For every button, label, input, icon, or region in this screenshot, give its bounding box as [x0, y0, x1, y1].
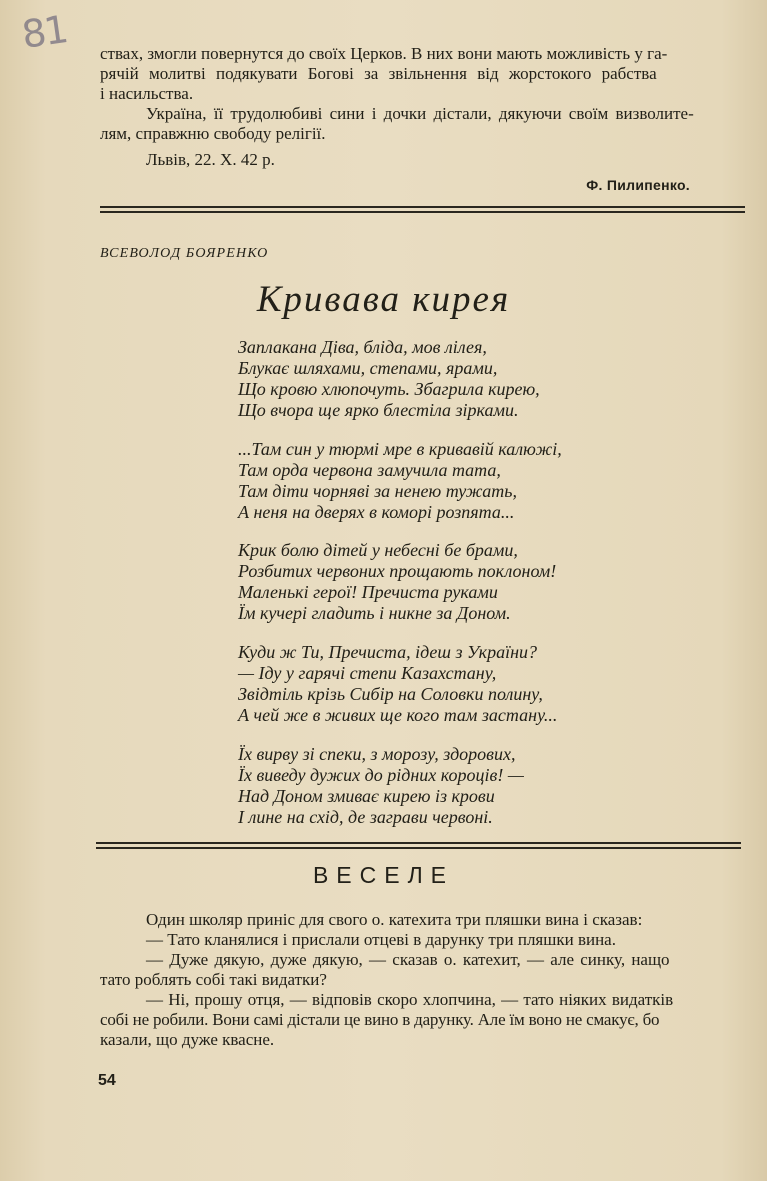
poem-stanza-5: [238, 744, 524, 828]
article-line: ствах, змогли повернутся до своїх Церков. В них вони мають можливість у га-: [100, 44, 668, 63]
poem-line: Маленькі герої! Пречиста руками: [238, 582, 498, 602]
humor-line: собі не робили. Вони самі дістали це вино в дарунку. Але їм воно не смакує, бо: [100, 1010, 660, 1029]
poem-stanza-4: [238, 642, 557, 726]
poem-author: ВСЕВОЛОД БОЯРЕНКО: [100, 246, 269, 261]
article-line: лям, справжню свободу релігії.: [100, 124, 326, 143]
section-title: ВЕСЕЛЕ: [312, 862, 455, 888]
poem-line: Там діти чорняві за ненею тужать,: [238, 481, 517, 501]
poem-stanza-1: [238, 337, 540, 421]
article-signature: Ф. Пилипенко.: [586, 177, 690, 193]
humor-line: — Дуже дякую, дуже дякую, — сказав о. катехит, — але синку, нащо: [146, 950, 670, 969]
humor-line: Один школяр приніс для свого о. катехита три пляшки вина і сказав:: [146, 910, 643, 929]
article-line: рячій молитві подякувати Богові за звільнення від жорстокого рабства: [100, 64, 657, 83]
poem-stanza-2: [238, 439, 562, 523]
poem-line: Над Доном змиває кирею із крови: [238, 786, 495, 806]
poem-line: — Іду у гарячі степи Казахстану,: [238, 663, 497, 683]
poem-line: Звідтіль крізь Сибір на Соловки полину,: [238, 684, 543, 704]
poem-line: Їх виведу дужих до рідних короців! —: [238, 765, 524, 785]
article-end-paragraph-2: [100, 104, 745, 144]
poem-line: Що кровю хлюпочуть. Збагрила кирею,: [238, 379, 540, 399]
article-line: і насильства.: [100, 84, 194, 103]
section-divider: [100, 206, 745, 213]
poem-line: ...Там син у тюрмі мре в кривавій калюжі,: [238, 439, 562, 459]
humor-line: тато роблять собі такі видатки?: [100, 970, 327, 989]
poem-line: Їх вирву зі спеки, з морозу, здорових,: [238, 744, 516, 764]
poem-line: Розбитих червоних прощають поклоном!: [238, 561, 557, 581]
poem-line: І лине на схід, де заграви червоні.: [238, 807, 493, 827]
poem-line: Крик болю дітей у небесні бе брами,: [238, 540, 518, 560]
poem-line: Куди ж Ти, Пречиста, ідеш з України?: [238, 642, 538, 662]
poem-line: А неня на дверях в коморі розпята...: [238, 502, 515, 522]
poem-line: А чей же в живих ще кого там застану...: [238, 705, 558, 725]
handwritten-folio-number: 81: [19, 7, 70, 57]
poem-line: Заплакана Діва, бліда, мов лілея,: [238, 337, 487, 357]
humor-line: — Ні, прошу отця, — відповів скоро хлопчина, — тато ніяких видатків: [146, 990, 674, 1009]
article-line: Україна, її трудолюбиві сини і дочки дістали, дякуючи своїм визволите-: [146, 104, 694, 123]
poem-stanza-3: [238, 540, 556, 624]
humor-line: казали, що дуже квасне.: [100, 1030, 275, 1049]
humor-text: [100, 910, 745, 1050]
section-divider: [96, 842, 741, 849]
poem-line: Що вчора ще ярко блестіла зірками.: [238, 400, 519, 420]
humor-line: — Тато кланялися і прислали отцеві в дарунку три пляшки вина.: [146, 930, 616, 949]
article-end-paragraph-1: [100, 44, 745, 104]
poem-title: Кривава кирея: [256, 279, 511, 320]
poem-line: Блукає шляхами, степами, ярами,: [238, 358, 498, 378]
article-dateline: Львів, 22. X. 42 р.: [146, 150, 275, 169]
poem-line: Там орда червона замучила тата,: [238, 460, 501, 480]
poem-line: Їм кучері гладить і никне за Доном.: [238, 603, 511, 623]
page-number: 54: [98, 1072, 116, 1089]
